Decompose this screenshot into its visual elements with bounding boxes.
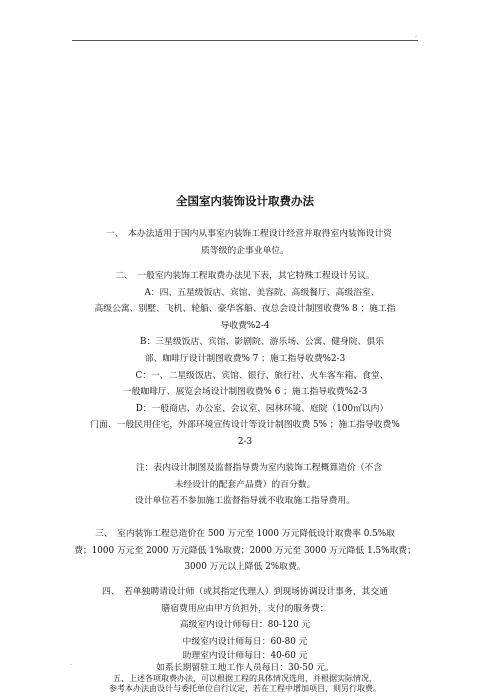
section-2-line-8: 一般咖啡厅、展览会场设计制图收费% 6 ；施工指导收费%2-3 xyxy=(122,387,368,398)
section-1-line-2: 质等级的企事业单位。 xyxy=(201,245,289,256)
section-2-line-2: A：四、五星级饭店、宾馆、美容院、高级餐厅、高级浴室、 xyxy=(144,287,380,298)
header-mark: . xyxy=(415,32,417,39)
section-5-line-2: 参考本办法由设计与委托单位自行议定，若在工程中增加项目，则另行取费。 xyxy=(109,684,381,693)
footer-mark: . xyxy=(70,660,72,667)
section-5-line-1: 五、上述各项取费办法，可以根据工程的具体情况选用，并根据实际情况， xyxy=(113,674,377,683)
header-rule xyxy=(72,40,418,41)
note-line-2: 未经设计的配套产品费）的百分数。 xyxy=(174,479,316,490)
section-4-line-2: 膳宿费用应由甲方负担外，支付的服务费： xyxy=(161,603,329,614)
section-3-line-2: 费；1000 万元至 2000 万元降低 1%取费；2000 万元至 3000 万元降低 1.5%取费； xyxy=(74,545,416,556)
section-2-line-4: 导收费%2-4 xyxy=(220,320,270,331)
section-3 xyxy=(72,526,418,576)
section-2-line-5: B：三星级饭店、宾馆、影剧院、游乐场、公寓、健身院、俱乐 xyxy=(140,337,384,348)
section-3-line-3: 3000 万元以上降低 2%取费。 xyxy=(184,562,306,573)
section-2 xyxy=(72,268,418,451)
section-2-line-1: 二、 一般室内装饰工程取费办法见下表，其它特殊工程设计另议。 xyxy=(115,271,375,281)
note-block xyxy=(72,460,418,510)
fees-list-2 xyxy=(72,650,418,674)
section-2-line-7: C：一、二星级饭店、宾馆、银行、旅行社、火车客车箱、食堂、 xyxy=(135,370,389,381)
fee-assistant: 助理室内设计师每日：40-60 元 xyxy=(182,651,308,661)
section-3-line-1: 三、 室内装饰工程总造价在 500 万元至 1000 万元降低设计取费率 0.5%取 xyxy=(95,529,395,539)
section-5 xyxy=(72,674,418,694)
section-2-line-6: 部、咖啡厅设计制图收费% 7 ；施工指导收费%2-3 xyxy=(144,353,346,364)
document-title: 全国室内装饰设计取费办法 xyxy=(176,194,314,208)
section-2-line-3: 高级公寓、别墅、飞机、轮船、豪华客船、夜总会设计制图收费% 8 ；施工指 xyxy=(94,304,396,315)
section-1-line-1: 一、 本办法适用于国内从事室内装饰工程设计经营并取得室内装饰设计资 xyxy=(106,229,392,239)
fee-mid: 中级室内设计师每日：60-80 元 xyxy=(182,636,308,647)
section-2-line-9: D：一般商店、办公室、会议室、园林环境、庭院（100㎡以内） xyxy=(135,403,389,414)
note-line-1: 注：表内设计制图及监督指导费为室内装饰工程概算造价（不含 xyxy=(135,463,383,473)
section-2-line-10: 门面、一般民用住宅，外部环境宣传设计等设计制图收费 5% ；施工指导收费% xyxy=(90,420,400,431)
note-line-3: 设计单位若不参加施工监督指导就不收取施工指导费用。 xyxy=(135,496,355,507)
section-1 xyxy=(72,226,418,259)
section-4 xyxy=(72,584,418,617)
section-4-line-1: 四、 若单独聘请设计师（或其指定代理人）到现场协调设计事务，其交通 xyxy=(102,587,388,597)
fees-list xyxy=(72,617,418,650)
fee-resident: 如系长期留驻工地工作人员每日：30-50 元。 xyxy=(156,663,334,673)
fee-senior: 高级室内设计师每日：80-120 元 xyxy=(179,620,311,630)
section-2-line-11: 2-3 xyxy=(237,436,253,447)
